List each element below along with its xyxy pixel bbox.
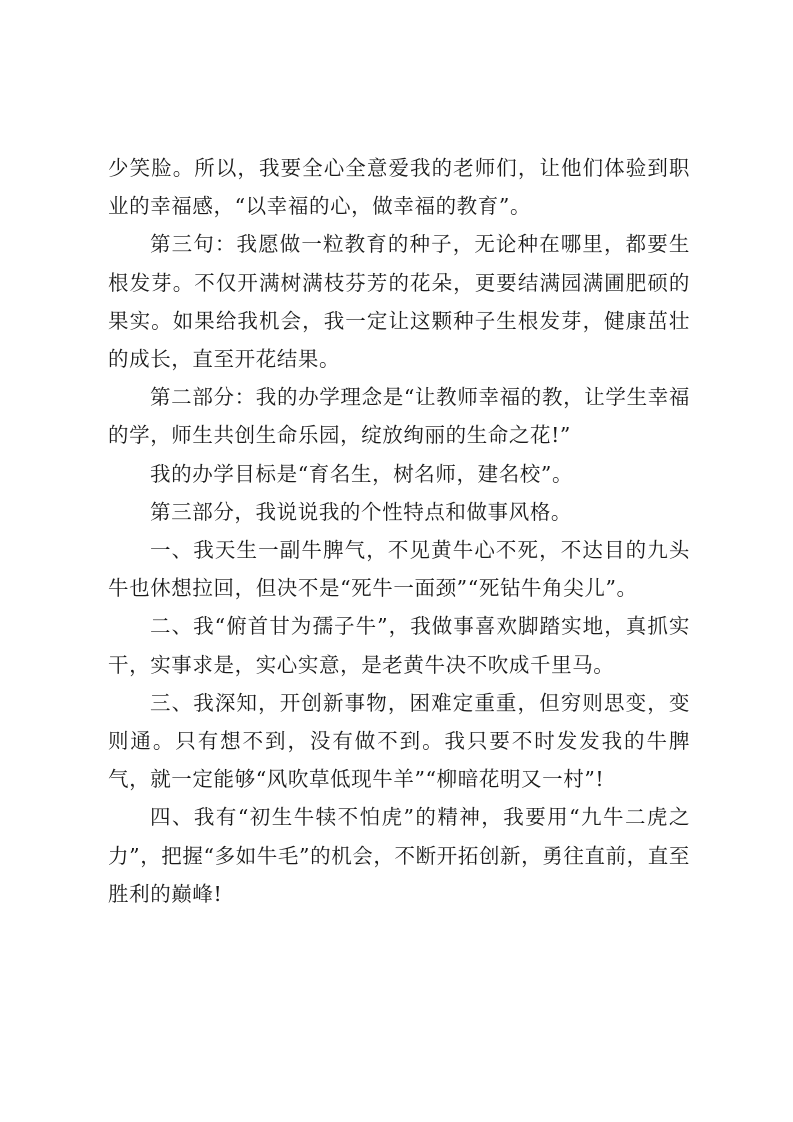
paragraph-point-four: 四、我有“初生牛犊不怕虎”的精神，我要用“九牛二虎之力”，把握“多如牛毛”的机会，不断开拓创新，勇往直前，直至胜利的巅峰!	[108, 805, 690, 906]
paragraph-continuation: 少笑脸。所以，我要全心全意爱我的老师们，让他们体验到职业的幸福感，“以幸福的心，做幸福的教育”。	[108, 156, 690, 219]
paragraph-point-two: 二、我“俯首甘为孺子牛”，我做事喜欢脚踏实地，真抓实干，实事求是，实心实意，是老黄牛决不吹成千里马。	[108, 614, 690, 677]
paragraph-part-two-philosophy: 第二部分：我的办学理念是“让教师幸福的教，让学生幸福的学，师生共创生命乐园，绽放绚丽的生命之花!”	[108, 385, 690, 448]
paragraph-point-three: 三、我深知，开创新事物，困难定重重，但穷则思变，变则通。只有想不到，没有做不到。我只要不时发发我的牛脾气，就一定能够“风吹草低现牛羊”“柳暗花明又一村”!	[108, 690, 690, 792]
paragraph-point-one: 一、我天生一副牛脾气，不见黄牛心不死，不达目的九头牛也休想拉回，但决不是“死牛一面颈”“死钻牛角尖儿”。	[108, 538, 690, 601]
paragraph-third-sentence: 第三句：我愿做一粒教育的种子，无论种在哪里，都要生根发芽。不仅开满树满枝芬芳的花朵，更要结满园满圃肥硕的果实。如果给我机会，我一定让这颗种子生根发芽，健康茁壮的成长，直至开花结果。	[108, 232, 690, 372]
paragraph-part-three-intro: 第三部分，我说说我的个性特点和做事风格。	[150, 499, 573, 524]
paragraph-school-goal: 我的办学目标是“育名生，树名师，建名校”。	[150, 461, 574, 486]
document-body	[108, 149, 690, 913]
